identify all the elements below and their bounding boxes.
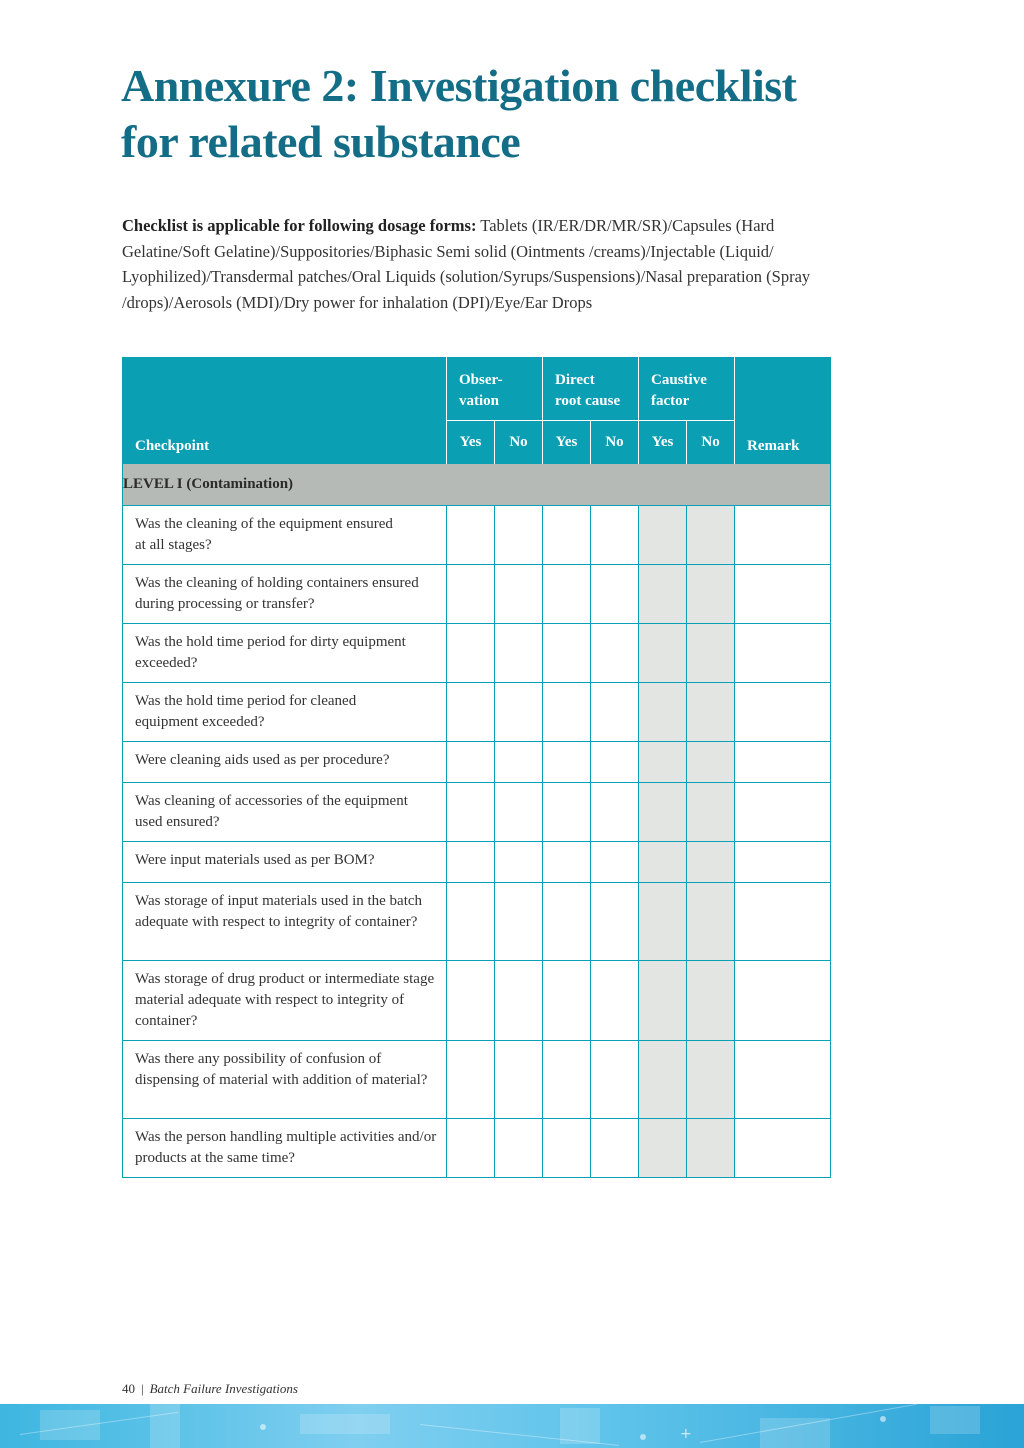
header-observation: [447, 358, 543, 421]
caustive-no-cell[interactable]: [687, 783, 735, 842]
band-shape: [150, 1404, 180, 1448]
direct-no-cell[interactable]: [591, 506, 639, 565]
table-row: [123, 883, 831, 961]
remark-cell[interactable]: [735, 783, 831, 842]
applicability-paragraph: [122, 213, 822, 315]
caustive-yes-cell[interactable]: [639, 883, 687, 961]
header-caustive-factor-label: Caustive factor: [651, 372, 707, 409]
page-footer: [122, 1381, 298, 1397]
observation-no-cell[interactable]: [495, 1041, 543, 1119]
header-checkpoint: Checkpoint: [123, 358, 447, 464]
direct-no-cell[interactable]: [591, 624, 639, 683]
observation-no-cell[interactable]: [495, 624, 543, 683]
band-dot: [880, 1416, 886, 1422]
header-observation-label: Obser- vation: [459, 372, 503, 409]
remark-cell[interactable]: [735, 961, 831, 1041]
table-row: [123, 1041, 831, 1119]
band-shape: [300, 1414, 390, 1434]
level-label: LEVEL I (Contamination): [123, 464, 831, 506]
direct-no-cell[interactable]: [591, 683, 639, 742]
remark-cell[interactable]: [735, 883, 831, 961]
checklist-body: [123, 464, 831, 1178]
caustive-no-cell[interactable]: [687, 1041, 735, 1119]
observation-no-cell[interactable]: [495, 883, 543, 961]
title-line-1: Annexure 2: Investigation checklist: [121, 60, 797, 111]
caustive-no-cell[interactable]: [687, 683, 735, 742]
remark-cell[interactable]: [735, 742, 831, 783]
observation-no-cell[interactable]: [495, 961, 543, 1041]
observation-yes-cell[interactable]: [447, 783, 495, 842]
observation-yes-cell[interactable]: [447, 1041, 495, 1119]
direct-yes-cell[interactable]: [543, 961, 591, 1041]
publication-name: Batch Failure Investigations: [149, 1381, 298, 1396]
header-direct-no: No: [591, 421, 639, 464]
applicability-text: Tablets (IR/ER/DR/MR/SR)/Capsules (Hard Gelatine/Soft Gelatine)/Suppositories/Biphasic Semi solid (Ointments /creams)/Injectable (Liquid/ Lyophilized)/Transdermal patches/Oral Liquids (solution/Syrups/Suspensions)/Nasal preparation (Spray /drops)/Aerosols (MDI)/Dry power for inhalation (DPI)/Eye/Ear Drops: [122, 216, 811, 312]
direct-no-cell[interactable]: [591, 783, 639, 842]
caustive-no-cell[interactable]: [687, 883, 735, 961]
table-row: [123, 842, 831, 883]
header-observation-no: No: [495, 421, 543, 464]
caustive-yes-cell[interactable]: [639, 624, 687, 683]
caustive-no-cell[interactable]: [687, 842, 735, 883]
table-row: [123, 565, 831, 624]
page-number: 40: [122, 1381, 135, 1396]
header-caustive-factor: [639, 358, 735, 421]
checkpoint-question: Was the cleaning of the equipment ensured at all stages?: [123, 506, 447, 565]
observation-yes-cell[interactable]: [447, 842, 495, 883]
caustive-no-cell[interactable]: [687, 1119, 735, 1178]
direct-yes-cell[interactable]: [543, 624, 591, 683]
remark-cell[interactable]: [735, 624, 831, 683]
direct-no-cell[interactable]: [591, 565, 639, 624]
caustive-yes-cell[interactable]: [639, 506, 687, 565]
remark-cell[interactable]: [735, 1041, 831, 1119]
remark-cell[interactable]: [735, 842, 831, 883]
observation-yes-cell[interactable]: [447, 742, 495, 783]
direct-yes-cell[interactable]: [543, 1041, 591, 1119]
table-row: [123, 506, 831, 565]
direct-yes-cell[interactable]: [543, 683, 591, 742]
level-row: [123, 464, 831, 506]
remark-cell[interactable]: [735, 506, 831, 565]
header-direct-root-cause-label: Direct root cause: [555, 372, 621, 409]
checkpoint-question: Was cleaning of accessories of the equipment used ensured?: [123, 783, 447, 842]
caustive-no-cell[interactable]: [687, 742, 735, 783]
header-remark: Remark: [735, 358, 831, 464]
caustive-yes-cell[interactable]: [639, 1041, 687, 1119]
checkpoint-question: Was the person handling multiple activities and/or products at the same time?: [123, 1119, 447, 1178]
direct-yes-cell[interactable]: [543, 883, 591, 961]
remark-cell[interactable]: [735, 1119, 831, 1178]
band-dot: [260, 1424, 266, 1430]
table-row: [123, 783, 831, 842]
observation-no-cell[interactable]: [495, 783, 543, 842]
table-row: [123, 961, 831, 1041]
decorative-footer-band: [0, 1404, 1024, 1448]
direct-no-cell[interactable]: [591, 883, 639, 961]
direct-yes-cell[interactable]: [543, 842, 591, 883]
title-line-2: for related substance: [121, 116, 521, 167]
direct-yes-cell[interactable]: [543, 742, 591, 783]
caustive-yes-cell[interactable]: [639, 565, 687, 624]
caustive-yes-cell[interactable]: [639, 842, 687, 883]
direct-no-cell[interactable]: [591, 1041, 639, 1119]
caustive-no-cell[interactable]: [687, 565, 735, 624]
caustive-no-cell[interactable]: [687, 506, 735, 565]
checkpoint-question: Was the hold time period for dirty equipment exceeded?: [123, 624, 447, 683]
header-direct-root-cause: [543, 358, 639, 421]
observation-no-cell[interactable]: [495, 506, 543, 565]
remark-cell[interactable]: [735, 565, 831, 624]
investigation-checklist-table: [122, 357, 831, 1178]
table-row: [123, 624, 831, 683]
caustive-yes-cell[interactable]: [639, 1119, 687, 1178]
checkpoint-question: Was storage of drug product or intermediate stage material adequate with respect to integrity of container?: [123, 961, 447, 1041]
band-shape: [760, 1418, 830, 1448]
caustive-no-cell[interactable]: [687, 624, 735, 683]
caustive-no-cell[interactable]: [687, 961, 735, 1041]
remark-cell[interactable]: [735, 683, 831, 742]
observation-no-cell[interactable]: [495, 683, 543, 742]
observation-no-cell[interactable]: [495, 1119, 543, 1178]
observation-yes-cell[interactable]: [447, 683, 495, 742]
direct-no-cell[interactable]: [591, 961, 639, 1041]
observation-yes-cell[interactable]: [447, 961, 495, 1041]
page-title: [121, 58, 797, 170]
table-row: [123, 742, 831, 783]
checkpoint-question: Was the cleaning of holding containers ensured during processing or transfer?: [123, 565, 447, 624]
direct-yes-cell[interactable]: [543, 506, 591, 565]
observation-yes-cell[interactable]: [447, 565, 495, 624]
header-caustive-yes: Yes: [639, 421, 687, 464]
caustive-yes-cell[interactable]: [639, 783, 687, 842]
caustive-yes-cell[interactable]: [639, 683, 687, 742]
observation-yes-cell[interactable]: [447, 624, 495, 683]
checkpoint-question: Was storage of input materials used in the batch adequate with respect to integrity of container?: [123, 883, 447, 961]
observation-yes-cell[interactable]: [447, 506, 495, 565]
direct-no-cell[interactable]: [591, 742, 639, 783]
direct-yes-cell[interactable]: [543, 1119, 591, 1178]
observation-yes-cell[interactable]: [447, 1119, 495, 1178]
observation-no-cell[interactable]: [495, 742, 543, 783]
direct-yes-cell[interactable]: [543, 565, 591, 624]
observation-no-cell[interactable]: [495, 842, 543, 883]
observation-yes-cell[interactable]: [447, 883, 495, 961]
caustive-yes-cell[interactable]: [639, 961, 687, 1041]
footer-separator: |: [141, 1381, 144, 1396]
checkpoint-question: Were input materials used as per BOM?: [123, 842, 447, 883]
header-direct-yes: Yes: [543, 421, 591, 464]
checkpoint-question: Was the hold time period for cleaned equipment exceeded?: [123, 683, 447, 742]
direct-no-cell[interactable]: [591, 842, 639, 883]
direct-no-cell[interactable]: [591, 1119, 639, 1178]
table-row: [123, 683, 831, 742]
caustive-yes-cell[interactable]: [639, 742, 687, 783]
header-observation-yes: Yes: [447, 421, 495, 464]
checkpoint-question: Were cleaning aids used as per procedure?: [123, 742, 447, 783]
direct-yes-cell[interactable]: [543, 783, 591, 842]
plus-icon: +: [680, 1426, 692, 1442]
header-caustive-no: No: [687, 421, 735, 464]
band-dot: [640, 1434, 646, 1440]
table-row: [123, 1119, 831, 1178]
band-shape: [930, 1406, 980, 1434]
checkpoint-question: Was there any possibility of confusion of dispensing of material with addition of material?: [123, 1041, 447, 1119]
observation-no-cell[interactable]: [495, 565, 543, 624]
applicability-lead: Checklist is applicable for following dosage forms:: [122, 216, 477, 235]
